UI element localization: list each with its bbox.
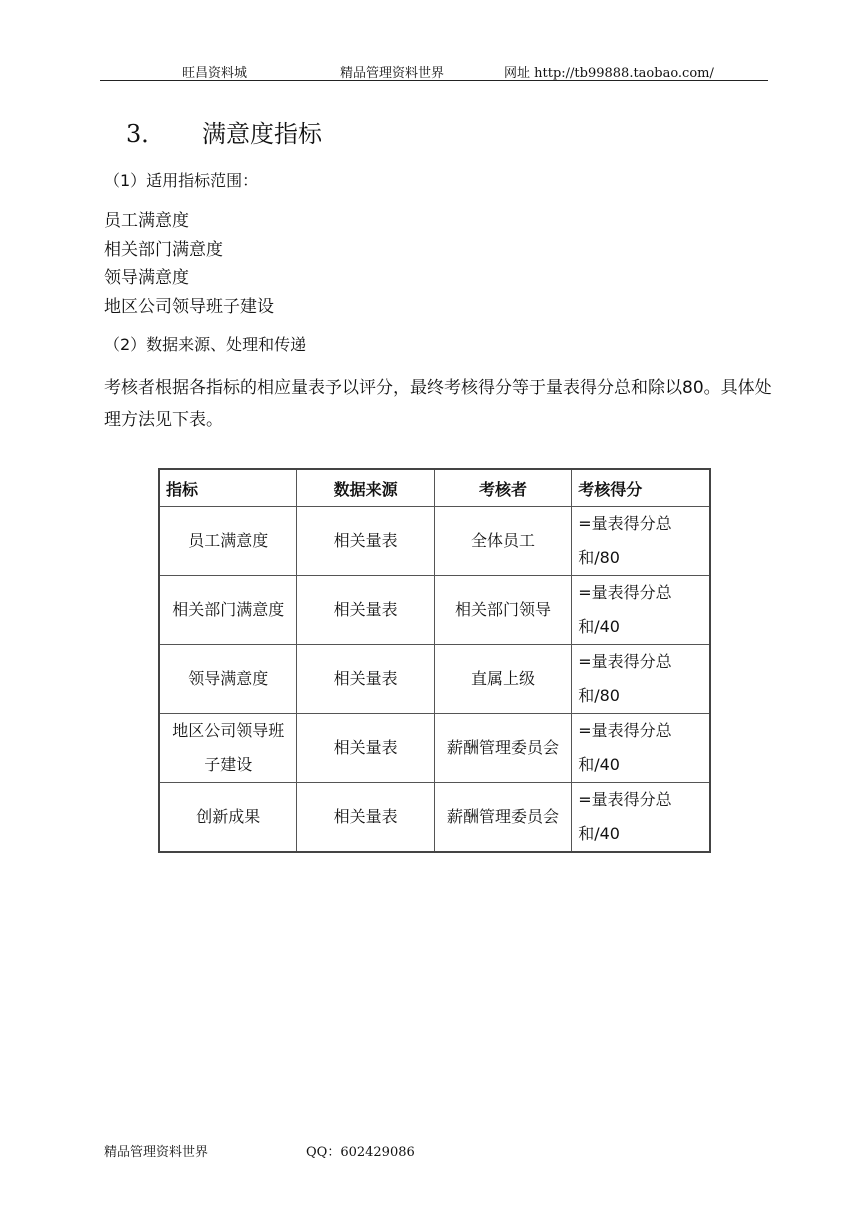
table-cell: =量表得分总和/80 xyxy=(572,507,710,576)
scope-item: 地区公司领导班子建设 xyxy=(104,297,274,317)
table-cell: 全体员工 xyxy=(434,507,571,576)
table-cell: 薪酬管理委员会 xyxy=(434,714,571,783)
header-url-text: 网址 http://tb99888.taobao.com/ xyxy=(504,66,714,81)
table-cell: =量表得分总和/40 xyxy=(572,714,710,783)
table-cell: 地区公司领导班子建设 xyxy=(159,714,297,783)
column-header: 指标 xyxy=(159,469,297,507)
table-cell: 员工满意度 xyxy=(159,507,297,576)
table-cell: 创新成果 xyxy=(159,783,297,853)
table-row xyxy=(159,645,710,714)
table-cell: 领导满意度 xyxy=(159,645,297,714)
scope-item: 领导满意度 xyxy=(104,268,189,288)
table-cell: 相关部门满意度 xyxy=(159,576,297,645)
section-title xyxy=(126,114,322,149)
footer-left-text: 精品管理资料世界 xyxy=(104,1145,209,1160)
column-header: 考核得分 xyxy=(572,469,710,507)
table-row xyxy=(159,576,710,645)
section-number: 3． xyxy=(126,120,166,148)
page-footer xyxy=(104,1141,513,1160)
table-cell: =量表得分总和/80 xyxy=(572,645,710,714)
table-cell: 相关量表 xyxy=(297,714,434,783)
footer-qq-text: QQ：602429086 xyxy=(306,1145,415,1160)
header-center-text: 精品管理资料世界 xyxy=(340,66,445,81)
metrics-table xyxy=(158,468,711,853)
column-header: 数据来源 xyxy=(297,469,434,507)
table-row xyxy=(159,714,710,783)
table-cell: 相关量表 xyxy=(297,507,434,576)
table-cell: =量表得分总和/40 xyxy=(572,783,710,853)
source-paragraph: 考核者根据各指标的相应量表予以评分，最终考核得分等于量表得分总和除以80。具体处理方法见下表。 xyxy=(104,378,772,430)
scope-item: 相关部门满意度 xyxy=(104,240,223,260)
scope-heading: （1）适用指标范围： xyxy=(104,171,259,190)
table-cell: 直属上级 xyxy=(434,645,571,714)
table-cell: 相关量表 xyxy=(297,576,434,645)
table-row xyxy=(159,507,710,576)
header-left-text: 旺昌资料城 xyxy=(182,66,248,81)
table-cell: =量表得分总和/40 xyxy=(572,576,710,645)
table-row xyxy=(159,783,710,853)
section-title-text: 满意度指标 xyxy=(202,120,322,148)
column-header: 考核者 xyxy=(434,469,571,507)
page-header xyxy=(100,62,768,81)
table-cell: 相关部门领导 xyxy=(434,576,571,645)
table-header-row xyxy=(159,469,710,507)
table-cell: 相关量表 xyxy=(297,645,434,714)
scope-item: 员工满意度 xyxy=(104,211,189,231)
source-heading: （2）数据来源、处理和传递 xyxy=(104,335,307,354)
table-cell: 相关量表 xyxy=(297,783,434,853)
table-cell: 薪酬管理委员会 xyxy=(434,783,571,853)
